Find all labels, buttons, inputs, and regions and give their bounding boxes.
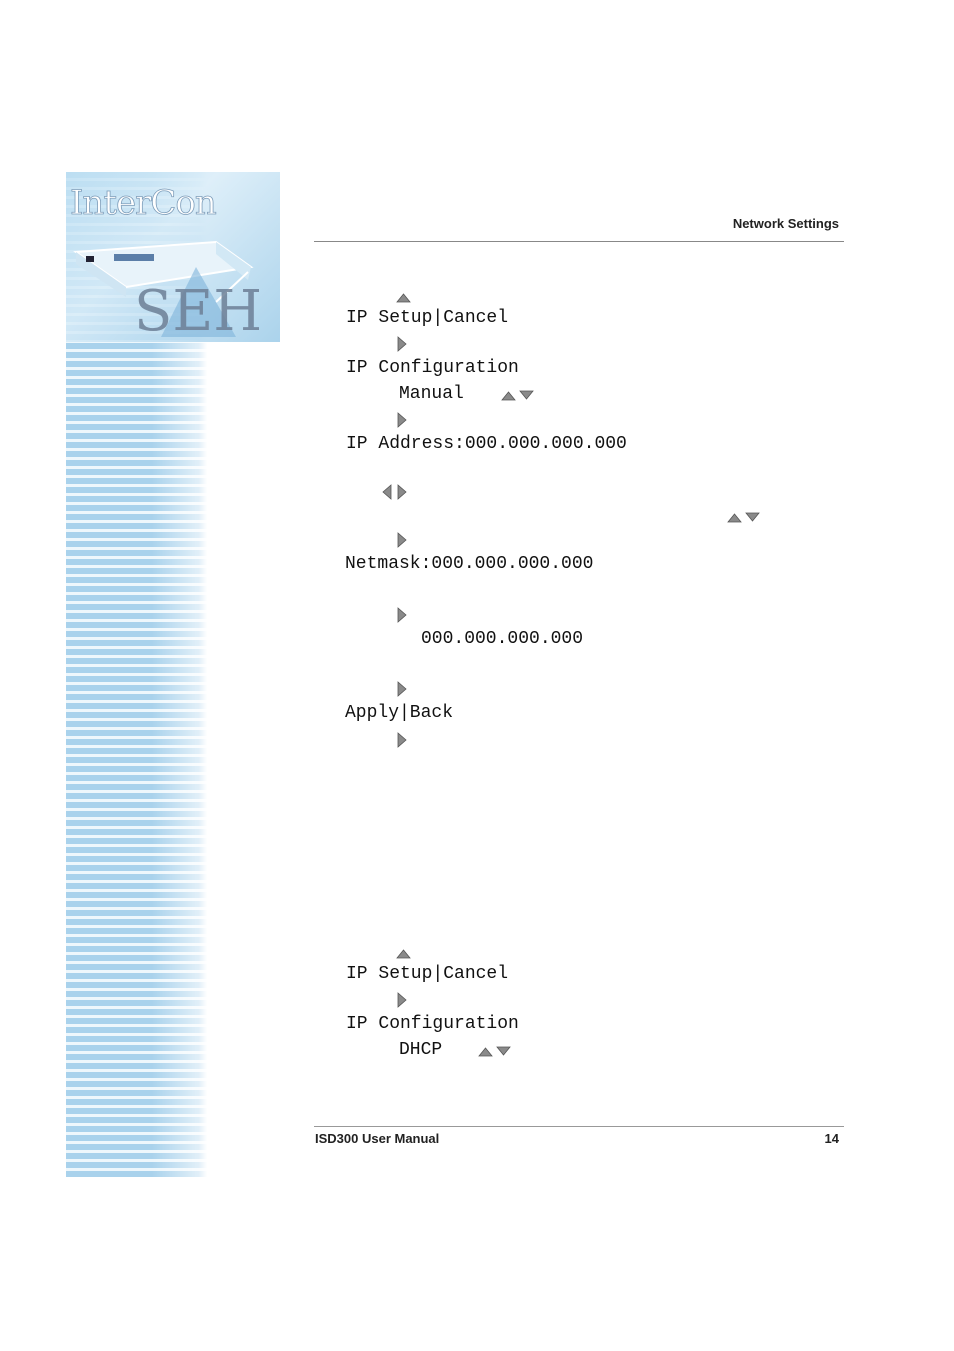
right-arrow-key-icon <box>396 992 407 1008</box>
display-line-ip-setup: IP Setup|Cancel <box>346 308 509 328</box>
manual-title: ISD300 User Manual <box>315 1131 440 1146</box>
brand-logo: SEH <box>134 279 263 344</box>
display-line-ip-configuration: IP Configuration <box>346 1014 519 1034</box>
up-arrow-key-icon <box>396 292 411 303</box>
header-rule <box>314 241 844 242</box>
up-arrow-key-icon <box>727 512 742 523</box>
display-line-gateway: 000.000.000.000 <box>421 629 584 649</box>
side-banner <box>66 172 280 1177</box>
section-title: Network Settings <box>732 216 839 231</box>
right-arrow-key-icon <box>396 532 407 548</box>
down-arrow-key-icon <box>745 512 760 523</box>
up-arrow-key-icon <box>396 948 411 959</box>
footer-rule <box>314 1126 844 1127</box>
left-arrow-key-icon <box>382 484 393 500</box>
right-arrow-key-icon <box>396 484 407 500</box>
display-line-ip-configuration: IP Configuration <box>346 358 519 378</box>
display-line-ip-address: IP Address:000.000.000.000 <box>346 434 627 454</box>
right-arrow-key-icon <box>396 732 407 748</box>
display-line-ip-setup: IP Setup|Cancel <box>346 964 509 984</box>
display-line-mode-manual: Manual <box>399 384 464 404</box>
page-number: 14 <box>824 1131 839 1146</box>
right-arrow-key-icon <box>396 607 407 623</box>
down-arrow-key-icon <box>519 390 534 401</box>
right-arrow-key-icon <box>396 681 407 697</box>
down-arrow-key-icon <box>496 1046 511 1057</box>
display-line-apply-back: Apply|Back <box>345 703 454 723</box>
up-arrow-key-icon <box>501 390 516 401</box>
display-line-netmask: Netmask:000.000.000.000 <box>345 554 594 574</box>
intercon-logo: InterCon <box>70 183 216 223</box>
up-arrow-key-icon <box>478 1046 493 1057</box>
right-arrow-key-icon <box>396 412 407 428</box>
banner-artwork <box>66 172 280 352</box>
right-arrow-key-icon <box>396 336 407 352</box>
display-line-mode-dhcp: DHCP <box>399 1040 443 1060</box>
